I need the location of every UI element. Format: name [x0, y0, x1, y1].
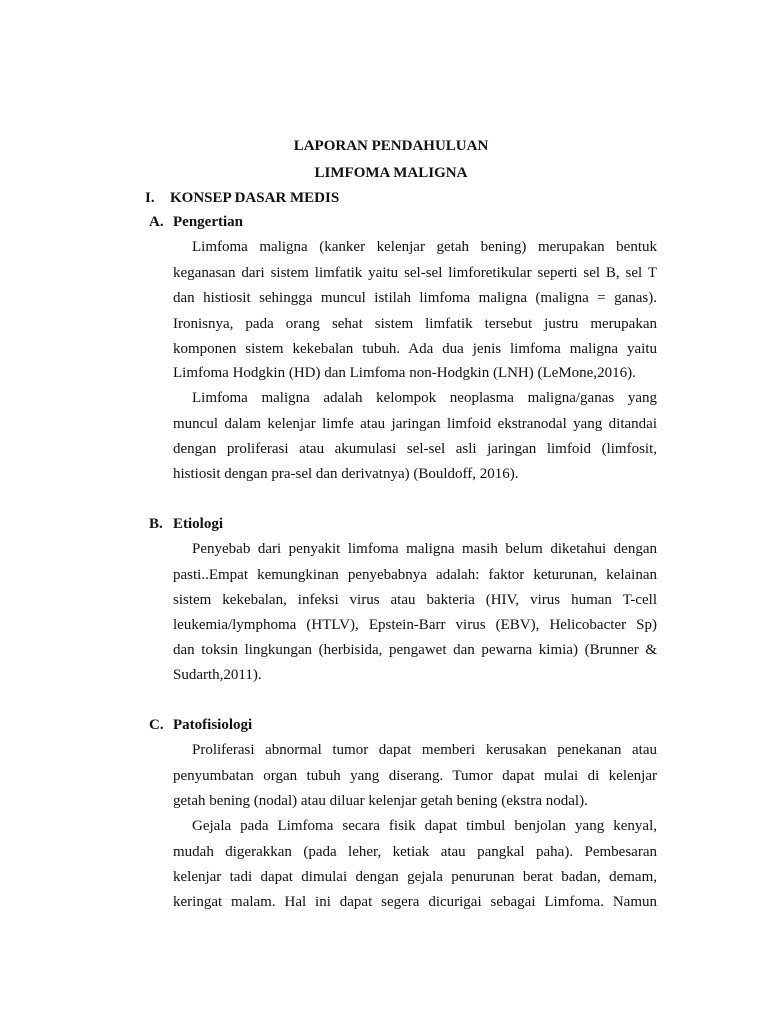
subsection-letter: C.	[149, 717, 164, 733]
subsection-title: Pengertian	[173, 214, 243, 230]
paragraph-line: dan toksin lingkungan (herbisida, pengawet dan pewarna kimia) (Brunner &	[173, 642, 657, 658]
section-title: KONSEP DASAR MEDIS	[170, 190, 340, 206]
paragraph-line: muncul dalam kelenjar limfe atau jaringan limfoid ekstranodal yang ditandai	[173, 416, 657, 432]
paragraph-line: dengan proliferasi atau akumulasi sel-sel asli jaringan limfoid (limfosit,	[173, 441, 657, 457]
subsection-letter: A.	[149, 214, 164, 230]
paragraph-line: getah bening (nodal) atau diluar kelenjar getah bening (ekstra nodal).	[173, 793, 588, 809]
paragraph-line: Limfoma maligna adalah kelompok neoplasma maligna/ganas yang	[192, 390, 657, 406]
paragraph-line: mudah digerakkan (pada leher, ketiak atau pangkal paha). Pembesaran	[173, 844, 657, 860]
paragraph-line: Penyebab dari penyakit limfoma maligna masih belum diketahui dengan	[192, 541, 657, 557]
paragraph-line: leukemia/lymphoma (HTLV), Epstein-Barr virus (EBV), Helicobacter Sp)	[173, 617, 657, 633]
subsection-title: Patofisiologi	[173, 717, 253, 733]
paragraph-line: dan histiosit sehingga muncul istilah limfoma maligna (maligna = ganas).	[173, 290, 657, 306]
paragraph-line: Sudarth,2011).	[173, 667, 262, 683]
page-subtitle: LIMFOMA MALIGNA	[314, 165, 468, 181]
paragraph-line: histiosit dengan pra-sel dan derivatnya) (Bouldoff, 2016).	[173, 466, 519, 482]
subsection-title: Etiologi	[173, 516, 224, 532]
page-title: LAPORAN PENDAHULUAN	[293, 138, 489, 154]
paragraph-line: Limfoma maligna (kanker kelenjar getah bening) merupakan bentuk	[192, 239, 657, 255]
paragraph-line: penyumbatan organ tubuh yang diserang. Tumor dapat mulai di kelenjar	[173, 768, 657, 784]
subsection-letter: B.	[149, 516, 163, 532]
paragraph-line: Ironisnya, pada orang sehat sistem limfatik tersebut justru merupakan	[173, 316, 657, 332]
paragraph-line: kelenjar tadi dapat dimulai dengan gejala penurunan berat badan, demam,	[173, 869, 657, 885]
paragraph-line: sistem kekebalan, infeksi virus atau bakteria (HIV, virus human T-cell	[173, 592, 657, 608]
paragraph-line: pasti..Empat kemungkinan penyebabnya adalah: faktor keturunan, kelainan	[173, 567, 657, 583]
paragraph-line: Limfoma Hodgkin (HD) dan Limfoma non-Hodgkin (LNH) (LeMone,2016).	[173, 365, 636, 381]
paragraph-line: keganasan dari sistem limfatik yaitu sel-sel limforetikular seperti sel B, sel T	[173, 265, 657, 281]
paragraph-line: komponen sistem kekebalan tubuh. Ada dua jenis limfoma maligna yaitu	[173, 341, 657, 357]
paragraph-line: keringat malam. Hal ini dapat segera dicurigai sebagai Limfoma. Namun	[173, 894, 657, 910]
section-number: I.	[145, 190, 155, 206]
paragraph-line: Gejala pada Limfoma secara fisik dapat timbul benjolan yang kenyal,	[192, 818, 657, 834]
paragraph-line: Proliferasi abnormal tumor dapat memberi kerusakan penekanan atau	[192, 742, 657, 758]
